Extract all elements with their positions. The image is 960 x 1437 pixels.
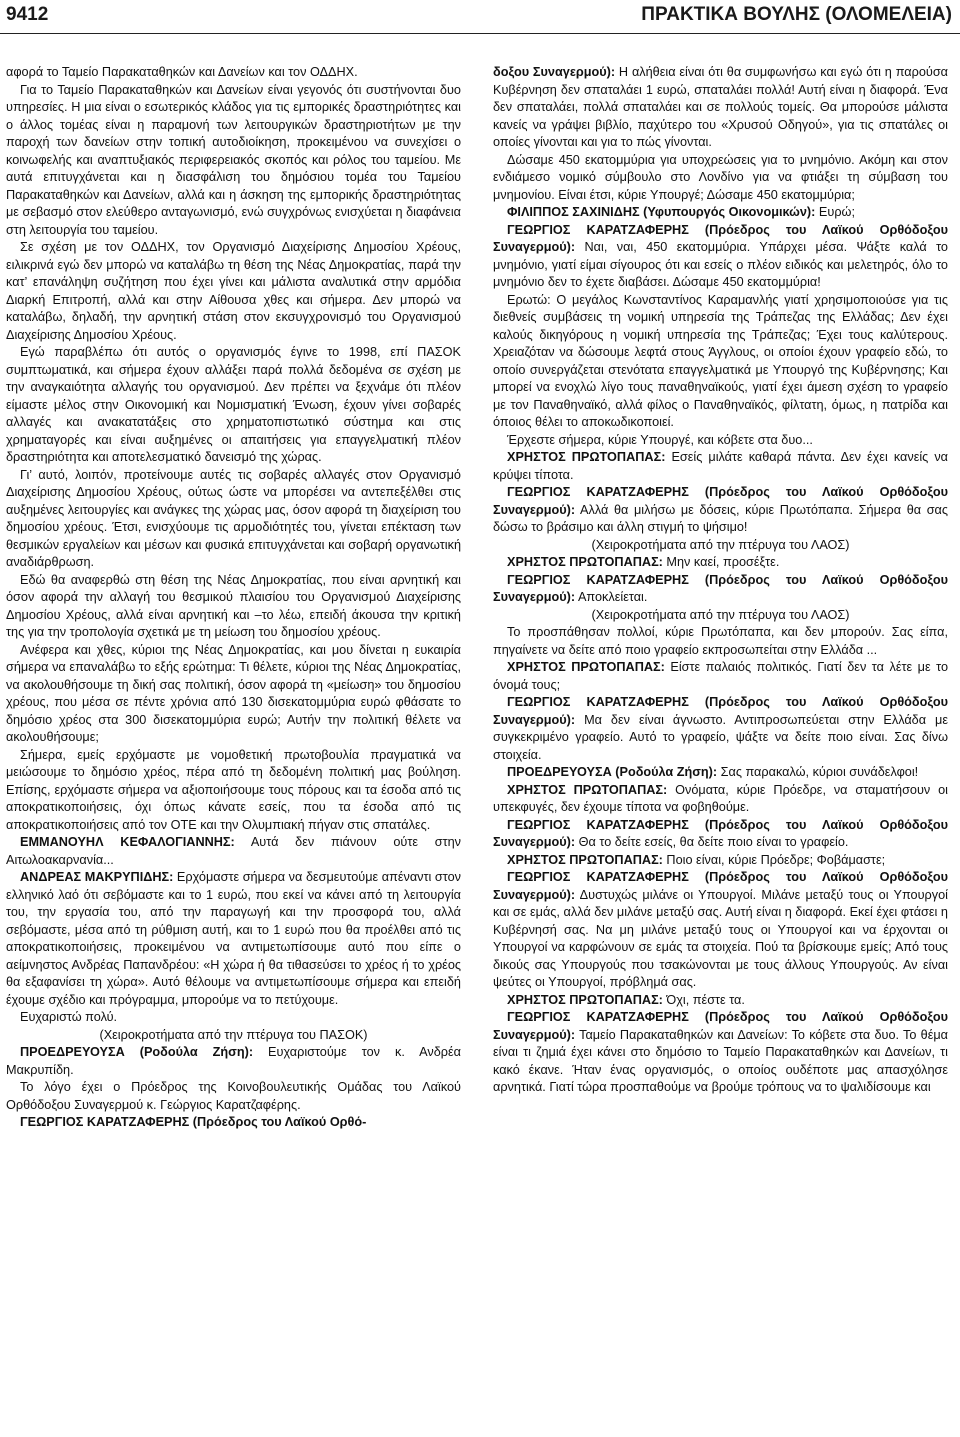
paragraph bbox=[493, 782, 948, 817]
speaker-name: ΓΕΩΡΓΙΟΣ ΚΑΡΑΤΖΑΦΕΡΗΣ (Πρόεδρος του Λαϊκού Ορθόδοξου Συναγερμού): bbox=[493, 222, 948, 254]
paragraph-text: Μα δεν είναι άγνωστο. Αντιπροσωπεύεται στην Ελλάδα με συγκεκριμένο γραφείο. Αυτό το γραφείο, ψάξτε να δείτε ποιο είναι. Σας δίνω στοιχεία. bbox=[493, 712, 948, 762]
paragraph bbox=[493, 64, 948, 152]
paragraph-text: Ερχόμαστε σήμερα να δεσμευτούμε απέναντι στον ελληνικό λαό ότι σεβόμαστε και το 1 ευρώ, που εκεί να κάνει από τη λειτουργία του, την εργασία του, από την παραγωγή και την προσφορά του, αλλά σεβόμαστε, μέσα από τη ρύθμιση αυτή, και το 1 ευρώ που θα προέλθει από τις αποκρατικοποιήσεις, προκειμένου να αντιμετωπίσουμε αυτό που είπε ο αείμνηστος Ανδρέας Παπανδρέου: «Η χώρα ή θα τιθασεύσει το χρέος ή το χρέος θα εξαφανίσει τη χώρα». Αυτό θέλουμε να αντιμετωπίσουμε σήμερα και επειδή έχουμε σχέδιο και πρόγραμμα, μπορούμε να το πετύχουμε. bbox=[6, 870, 461, 1007]
paragraph-text: Αποκλείεται. bbox=[575, 590, 648, 604]
paragraph bbox=[493, 869, 948, 992]
paragraph-text: Εδώ θα αναφερθώ στη θέση της Νέας Δημοκρατίας, που είναι αρνητική και όσον αφορά την αλλαγή του θεσμικού πλαισίου του Οργανισμού Διαχείρισης Δημοσίου Χρέους, αλλά είναι αρνητική και –το λέω, επειδή άκουσα την κριτική της για την τροπολογία σχετικά με τη μείωση του δημοσίου χρέους. bbox=[6, 572, 461, 639]
paragraph bbox=[493, 817, 948, 852]
speaker-name: ΧΡΗΣΤΟΣ ΠΡΩΤΟΠΑΠΑΣ: bbox=[507, 782, 668, 797]
paragraph-text: Δώσαμε 450 εκατομμύρια για υποχρεώσεις για το μνημόνιο. Ακόμη και στον ενδιάμεσο νομικό σύμβουλο στο Λονδίνο για να φτιάξει τη σύμβαση του μνημονίου. Είναι έτσι, κύριε Υπουργέ; Δώσαμε 450 εκατομμύρια; bbox=[493, 152, 948, 202]
paragraph-text: Σήμερα, εμείς ερχόμαστε με νομοθετική πρωτοβουλία πραγματικά να μειώσουμε το δημόσιο χρέος, πέρα από τη δεδομένη πολιτική μας βούληση. Επίσης, ερχόμαστε σήμερα να αξιοποιήσουμε τους πόρους και τα έσοδα από τις αποκρατικοποιήσεις, όχι όπως κάνατε εσείς, που τα έσοδα από τις αποκρατικοποιήσεις από τον ΟΤΕ και την Ολυμπιακή πήγαν στις σπατάλες. bbox=[6, 747, 461, 832]
paragraph-text: Εγώ παραβλέπω ότι αυτός ο οργανισμός έγινε το 1998, επί ΠΑΣΟΚ συμπτωματικά, και σήμερα έχουν αλλάξει παρά πολλά δεδομένα σε σχέση με την αναγκαιότητα αλλαγής του οργανισμού. Δεν πρέπει να ξεχνάμε ότι πλέον είμαστε μέλος στην Οικονομική και Νομισματική Ένωση, έχουν γίνει σοβαρές αλλαγές και ανακατατάξεις στο χρηματοπιστωτικό σύστημα και στις χρηματαγορές και είναι αυξημένες οι απαιτήσεις για επαγγελματική πλέον δραστηριότητα και αποτελεσματικό δανεισμό της χώρας. bbox=[6, 345, 461, 464]
paragraph bbox=[6, 1114, 461, 1132]
paragraph-text: Το λόγο έχει ο Πρόεδρος της Κοινοβουλευτικής Ομάδας του Λαϊκού Ορθόδοξου Συναγερμού κ. Γεώργιος Καρατζαφέρης. bbox=[6, 1080, 461, 1112]
paragraph bbox=[6, 344, 461, 467]
right-column bbox=[493, 64, 948, 1434]
paragraph-text: Ερωτώ: Ο μεγάλος Κωνσταντίνος Καραμανλής γιατί χρησιμοποιούσε για τις διεθνείς συμβάσεις τη νομική υπηρεσία της Τράπεζας της Ελλάδας; Δεν έχει καλούς δικηγόρους η νομική υπηρεσία της Τράπεζας; Έχει τους καλύτερους. Χρειαζόταν να δώσουμε λεφτά στους Άγγλους, οι οποίοι έχουν γραφείο εδώ, το οποίο συνεργάζεται στενότατα επαγγελματικά με Υπουργό της Κυβέρνησης; Και μπορεί να ενοχλώ λίγο τους παναθηναϊκούς, γιατί έχει άμεση σχέση το γραφείο με τον Παναθηναϊκό, αλλά φίλος ο Παναθηναϊκός, φίλτατη, όμως, η πατρίδα και όποιος θέλει το αποκωδικοποιεί. bbox=[493, 292, 948, 429]
page-header bbox=[0, 0, 960, 36]
paragraph-text: Η αλήθεια είναι ότι θα συμφωνήσω και εγώ ότι η παρούσα Κυβέρνηση δεν σπαταλάει 1 ευρώ, σπαταλάει πολλά! Αυτή είναι η διαφορά. Ένα δεν σπαταλάει, πολλά σπαταλάει και σε πολλούς τομείς. Θα μπορούσε μάλιστα κανείς να γράψει βιβλίο, παχύτερο του «Χρυσού Οδηγού», για τις σπατάλες οι οποίες γίνονται και για το πώς γίνονται. bbox=[493, 65, 948, 149]
paragraph bbox=[493, 852, 948, 870]
header-rule bbox=[0, 33, 960, 34]
paragraph-text: Ναι, ναι, 450 εκατομμύρια. Υπάρχει μέσα. Ψάξτε καλά το μνημόνιο, γιατί είμαι σίγουρος ότι και εσείς ο πλέον ειδικός και μελετηρός, όλο το μνημόνιο δεν το έχετε διαβάσει. Δώσαμε 450 εκατομμύρια! bbox=[493, 240, 948, 289]
paragraph bbox=[6, 869, 461, 1009]
speaker-name: ΦΙΛΙΠΠΟΣ ΣΑΧΙΝΙΔΗΣ (Υφυπουργός Οικονομικών): bbox=[507, 205, 816, 219]
speaker-name: ΧΡΗΣΤΟΣ ΠΡΩΤΟΠΑΠΑΣ: bbox=[507, 660, 665, 674]
paragraph bbox=[6, 239, 461, 344]
paragraph-text: Είστε παλαιός πολιτικός. Γιατί δεν τα λέτε με το όνομά τους; bbox=[493, 660, 948, 692]
paragraph bbox=[6, 1079, 461, 1114]
paragraph-text: Όχι, πέστε τα. bbox=[662, 992, 745, 1007]
paragraph bbox=[493, 152, 948, 205]
speaker-name: ΓΕΩΡΓΙΟΣ ΚΑΡΑΤΖΑΦΕΡΗΣ (Πρόεδρος του Λαϊκού Ορθόδοξου Συναγερμού): bbox=[493, 817, 948, 849]
paragraph bbox=[6, 1009, 461, 1027]
paragraph bbox=[493, 607, 948, 625]
paragraph bbox=[493, 572, 948, 607]
paragraph-text: Δυστυχώς μιλάνε οι Υπουργοί. Μιλάνε μεταξύ τους οι Υπουργοί και σε εμάς, αλλά δεν μιλάνε μεταξύ σας. Αυτή είναι η διαφορά. Εκεί έχει φτάσει η Κυβέρνησή σας. Να μη μιλάνε μεταξύ τους οι Υπουργοί και να έρχονται οι Υπουργοί να καρφώνουν σε εμάς τα στοιχεία. Πού τα βρίσκουμε εμείς; Από τους δικούς σας Υπουργούς που τσακώνονται με τους άλλους Υπουργούς. Αν είναι ψεύτες οι Υπουργοί, πρόβλημά σας. bbox=[493, 887, 948, 989]
speaker-name: ΓΕΩΡΓΙΟΣ ΚΑΡΑΤΖΑΦΕΡΗΣ (Πρόεδρος του Λαϊκού Ορθόδοξου Συναγερμού): bbox=[493, 1010, 948, 1042]
speaker-name: ΑΝΔΡΕΑΣ ΜΑΚΡΥΠΙΔΗΣ: bbox=[20, 870, 174, 884]
left-column bbox=[6, 64, 461, 1434]
paragraph-text: Ανέφερα και χθες, κύριοι της Νέας Δημοκρατίας, και μου δίνεται η ευκαιρία σήμερα να επαναλάβω το εξής ερώτημα: Τι θέλετε, κύριοι της Νέας Δημοκρατίας, να ακολουθήσουμε τη δική σας πολιτική, όσον αφορά τη «μείωση» του δημοσίου χρέους, που μέσα σε πέντε χρόνια από 130 δισεκατομμύρια ευρώ φθάσατε το δημόσιο χρέος στα 300 δισεκατομμύρια ευρώ; Αυτήν την πολιτική θέλετε να ακολουθήσουμε; bbox=[6, 642, 461, 744]
paragraph-text: Σας παρακαλώ, κύριοι συνάδελφοι! bbox=[717, 765, 919, 779]
paragraph bbox=[493, 484, 948, 537]
paragraph bbox=[6, 834, 461, 869]
paragraph bbox=[493, 537, 948, 555]
running-title: ΠΡΑΚΤΙΚΑ ΒΟΥΛΗΣ (ΟΛΟΜΕΛΕΙΑ) bbox=[641, 4, 952, 25]
paragraph bbox=[493, 659, 948, 694]
paragraph-text: Ευχαριστούμε τον κ. Ανδρέα Μακρυπίδη. bbox=[6, 1045, 461, 1077]
speaker-name: ΠΡΟΕΔΡΕΥΟΥΣΑ (Ροδούλα Ζήση): bbox=[507, 765, 718, 779]
paragraph bbox=[6, 747, 461, 835]
paragraph bbox=[6, 82, 461, 240]
speaker-name: ΓΕΩΡΓΙΟΣ ΚΑΡΑΤΖΑΦΕΡΗΣ (Πρόεδρος του Λαϊκού Ορθόδοξου Συναγερμού): bbox=[493, 695, 948, 727]
paragraph-text: Αυτά δεν πιάνουν ούτε στην Αιτωλοακαρνανία... bbox=[6, 835, 461, 867]
paragraph-text: Ευχαριστώ πολύ. bbox=[20, 1010, 118, 1024]
page-number: 9412 bbox=[6, 4, 49, 25]
speaker-name: ΠΡΟΕΔΡΕΥΟΥΣΑ (Ροδούλα Ζήση): bbox=[20, 1045, 254, 1059]
paragraph bbox=[493, 222, 948, 292]
speaker-name: ΧΡΗΣΤΟΣ ΠΡΩΤΟΠΑΠΑΣ: bbox=[507, 992, 663, 1007]
paragraph bbox=[6, 572, 461, 642]
speaker-name: ΧΡΗΣΤΟΣ ΠΡΩΤΟΠΑΠΑΣ: bbox=[507, 450, 666, 464]
speaker-name: ΓΕΩΡΓΙΟΣ ΚΑΡΑΤΖΑΦΕΡΗΣ (Πρόεδρος του Λαϊκού Ορθόδοξου Συναγερμού): bbox=[493, 572, 948, 604]
paragraph bbox=[493, 694, 948, 764]
paragraph-text: Αλλά θα μιλήσω με δόσεις, κύριε Πρωτόπαπα. Σήμερα θα σας δώσω το βράσιμο και άλλη στιγμή το ψήσιμο! bbox=[493, 502, 948, 534]
paragraph bbox=[493, 764, 948, 782]
speaker-name: ΧΡΗΣΤΟΣ ΠΡΩΤΟΠΑΠΑΣ: bbox=[507, 852, 663, 867]
paragraph bbox=[493, 432, 948, 450]
paragraph-text: (Χειροκροτήματα από την πτέρυγα του ΛΑΟΣ) bbox=[591, 537, 850, 552]
speaker-name: ΓΕΩΡΓΙΟΣ ΚΑΡΑΤΖΑΦΕΡΗΣ (Πρόεδρος του Λαϊκού Ορθόδοξου Συναγερμού): bbox=[493, 485, 948, 517]
paragraph bbox=[493, 292, 948, 432]
speaker-name: δοξου Συναγερμού): bbox=[493, 65, 616, 79]
paragraph bbox=[493, 449, 948, 484]
paragraph-text: Θα το δείτε εσείς, θα δείτε ποιο είναι το γραφείο. bbox=[575, 835, 849, 849]
paragraph-text: Ονόματα, κύριε Πρόεδρε, να σταματήσουν οι υπεκφυγές, δεν έχουμε τίποτα να φοβηθούμε. bbox=[493, 782, 948, 814]
paragraph-text: (Χειροκροτήματα από την πτέρυγα του ΛΑΟΣ) bbox=[591, 607, 850, 622]
paragraph bbox=[493, 554, 948, 572]
speaker-name: ΕΜΜΑΝΟΥΗΛ ΚΕΦΑΛΟΓΙΑΝΝΗΣ: bbox=[20, 835, 235, 849]
paragraph-text: Για το Ταμείο Παρακαταθηκών και Δανείων είναι γεγονός ότι συστήνονται δυο υπηρεσίες. Η μια είναι ο εσωτερικός κλάδος για τις εμπορικές δραστηριότητες και ο άλλος τομέας είναι η παραμονή των λειτουργικών δραστηριοτήτων με την παροχή των δανείων στην τοπική αυτοδιοίκηση, προκειμένου να συνεχίσει ο κοινωφελής και αναπτυξιακός περιφερειακός σκοπός και ρόλος του ταμείου. Με αυτά επιτυγχάνεται και η διασφάλιση του δημόσιου τομέα του Ταμείου Παρακαταθηκών και Δανείων, αλλά και η άσκηση της εμπορικής δραστηριότητας με σεβασμό στον ελεύθερο ανταγωνισμό, ενώ συγχρόνως ενισχύεται η διαφάνεια στη λειτουργία του ταμείου. bbox=[6, 82, 461, 237]
paragraph bbox=[6, 1027, 461, 1045]
paragraph bbox=[493, 204, 948, 222]
paragraph bbox=[493, 624, 948, 659]
paragraph-text: Σε σχέση με τον ΟΔΔΗΧ, τον Οργανισμό Διαχείρισης Δημοσίου Χρέους, ειλικρινά εγώ δεν μπορώ να καταλάβω τη θέση της Νέας Δημοκρατίας, παρά την κατ’ επανάληψη συζήτηση που έχει γίνει και μάλιστα αναλυτικά στην αρμόδια Διαρκή Επιτροπή, αλλά και στην Αίθουσα χθες και σήμερα. Δεν μπορώ να καταλάβω, δηλαδή, την αρνητική στάση στον εκσυγχρονισμό του Οργανισμού Διαχείρισης Δημοσίου Χρέους. bbox=[6, 240, 461, 342]
paragraph-text: αφορά το Ταμείο Παρακαταθηκών και Δανείων και τον ΟΔΔΗΧ. bbox=[6, 65, 358, 79]
paragraph-text: Ποιο είναι, κύριε Πρόεδρε; Φοβάμαστε; bbox=[662, 852, 886, 867]
paragraph bbox=[493, 992, 948, 1010]
paragraph-text: Μην καεί, προσέξτε. bbox=[662, 555, 780, 569]
paragraph-text: Έρχεστε σήμερα, κύριε Υπουργέ, και κόβετε στα δυο... bbox=[507, 432, 813, 447]
paragraph bbox=[6, 1044, 461, 1079]
speaker-name: ΓΕΩΡΓΙΟΣ ΚΑΡΑΤΖΑΦΕΡΗΣ (Πρόεδρος του Λαϊκού Ορθό- bbox=[20, 1115, 367, 1129]
paragraph-text: (Χειροκροτήματα από την πτέρυγα του ΠΑΣΟΚ) bbox=[99, 1027, 368, 1042]
speaker-name: ΓΕΩΡΓΙΟΣ ΚΑΡΑΤΖΑΦΕΡΗΣ (Πρόεδρος του Λαϊκού Ορθόδοξου Συναγερμού): bbox=[493, 870, 948, 902]
speaker-name: ΧΡΗΣΤΟΣ ΠΡΩΤΟΠΑΠΑΣ: bbox=[507, 555, 663, 569]
paragraph-text: Το προσπάθησαν πολλοί, κύριε Πρωτόπαπα, και δεν μπορούν. Σας είπα, πηγαίνετε να δείτε από ποιο γραφείο εκπροσωπείται στην Ελλάδα ... bbox=[493, 625, 948, 657]
paragraph bbox=[6, 467, 461, 572]
paragraph bbox=[6, 64, 461, 82]
paragraph bbox=[493, 1009, 948, 1097]
paragraph-text: Ταμείο Παρακαταθηκών και Δανείων: Το κόβετε στα δυο. Το θέμα είναι τι ζημιά έχει κάνει στο δημόσιο το Ταμείο Παρακαταθηκών και Δανείων, τι κακό έκανε. Ήταν ένας οργανισμός, ο οποίος ουδέποτε μας απασχόλησε αρνητικά. Γιατί τώρα προσπαθούμε να βρούμε τρόπους να το ψαλιδίσουμε και bbox=[493, 1027, 948, 1094]
paragraph-text: Γι’ αυτό, λοιπόν, προτείνουμε αυτές τις σοβαρές αλλαγές στον Οργανισμό Διαχείρισης Δημοσίου Χρέους, ούτως ώστε να μπορέσει να αντεπεξέλθει στις αυξημένες λειτουργίες και ανάγκες της χώρας μας, όσον αφορά τη διαχείριση του δημοσίου χρέους. Έτσι, ενισχύουμε τις αρμοδιότητές του, γίνεται επέκταση των θεσμικών εργαλείων και μέσων και φυσικά επιτυγχάνεται και σοβαρή οργανωτική αναδιάρθρωση. bbox=[6, 467, 461, 569]
paragraph bbox=[6, 642, 461, 747]
paragraph-text: Ευρώ; bbox=[815, 205, 855, 219]
paragraph-text: Εσείς μιλάτε καθαρά πάντα. Δεν έχει κανείς να κρύψει τίποτα. bbox=[493, 450, 948, 482]
